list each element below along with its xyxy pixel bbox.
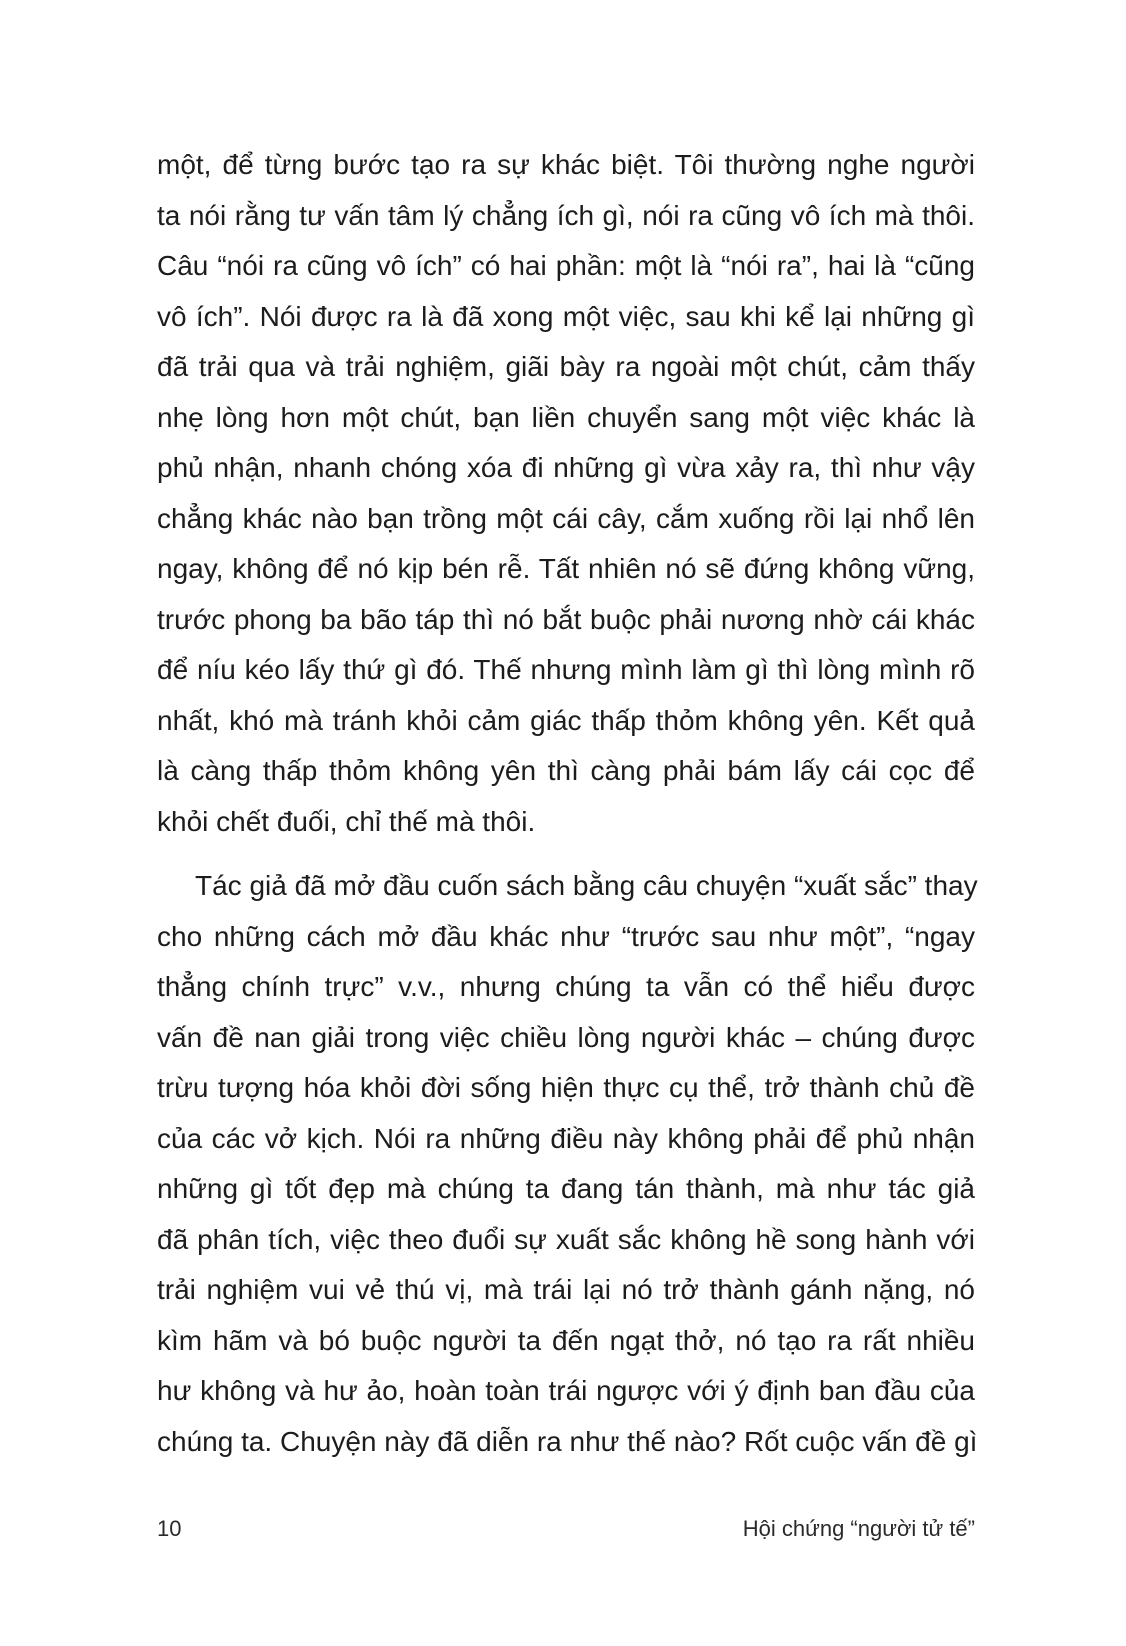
text-line: là càng thấp thỏm không yên thì càng phải bám lấy cái cọc để [157,755,975,786]
text-line: cho những cách mở đầu khác như “trước sau như một”, “ngay [157,920,975,952]
page-body [157,140,978,1467]
text-line: một, để từng bước tạo ra sự khác biệt. Tôi thường nghe người [157,149,975,180]
text-line: những gì tốt đẹp mà chúng ta đang tán thành, mà như tác giả [157,1173,975,1204]
text-line: Tác giả đã mở đầu cuốn sách bằng câu chuyện “xuất sắc” thay [195,870,978,901]
text-line: vấn đề nan giải trong việc chiều lòng người khác – chúng được [157,1021,975,1053]
text-line: kìm hãm và bó buộc người ta đến ngạt thở, nó tạo ra rất nhiều [157,1324,975,1356]
paragraph [157,140,975,847]
text-line: ngay, không để nó kịp bén rễ. Tất nhiên nó sẽ đứng không vững, [157,553,975,584]
text-line: trước phong ba bão táp thì nó bắt buộc phải nương nhờ cái khác [157,603,975,635]
text-line: của các vở kịch. Nói ra những điều này không phải để phủ nhận [157,1122,975,1154]
text-line: ta nói rằng tư vấn tâm lý chẳng ích gì, nói ra cũng vô ích mà thôi. [157,199,975,231]
running-title: Hội chứng “người tử tế” [742,1516,975,1541]
text-line: phủ nhận, nhanh chóng xóa đi những gì vừa xảy ra, thì như vậy [157,452,975,483]
text-line: chẳng khác nào bạn trồng một cái cây, cắm xuống rồi lại nhổ lên [157,502,975,534]
text-line: khỏi chết đuối, chỉ thế mà thôi. [157,805,536,837]
text-line: thẳng chính trực” v.v., nhưng chúng ta vẫn có thể hiểu được [157,971,975,1002]
text-line: đã phân tích, việc theo đuổi sự xuất sắc không hề song hành với [157,1223,975,1255]
text-line: hư không và hư ảo, hoàn toàn trái ngược với ý định ban đầu của [157,1375,975,1406]
text-line: vô ích”. Nói được ra là đã xong một việc, sau khi kể lại những gì [157,300,975,332]
text-line: trải nghiệm vui vẻ thú vị, mà trái lại nó trở thành gánh nặng, nó [157,1274,975,1305]
page-number: 10 [157,1516,182,1541]
text-line: để níu kéo lấy thứ gì đó. Thế nhưng mình làm gì thì lòng mình rõ [157,654,975,685]
text-line: chúng ta. Chuyện này đã diễn ra như thế nào? Rốt cuộc vấn đề gì [157,1425,978,1457]
text-line: đã trải qua và trải nghiệm, giãi bày ra ngoài một chút, cảm thấy [157,351,975,382]
text-line: trừu tượng hóa khỏi đời sống hiện thực cụ thể, trở thành chủ đề [157,1072,975,1103]
text-line: nhẹ lòng hơn một chút, bạn liền chuyển sang một việc khác là [157,401,975,433]
body-text [157,140,978,1467]
text-line: nhất, khó mà tránh khỏi cảm giác thấp thỏm không yên. Kết quả [157,704,975,736]
page-footer [157,1512,975,1546]
paragraph [157,861,978,1467]
paragraph-gap [157,847,975,861]
text-line: Câu “nói ra cũng vô ích” có hai phần: một là “nói ra”, hai là “cũng [157,250,975,281]
